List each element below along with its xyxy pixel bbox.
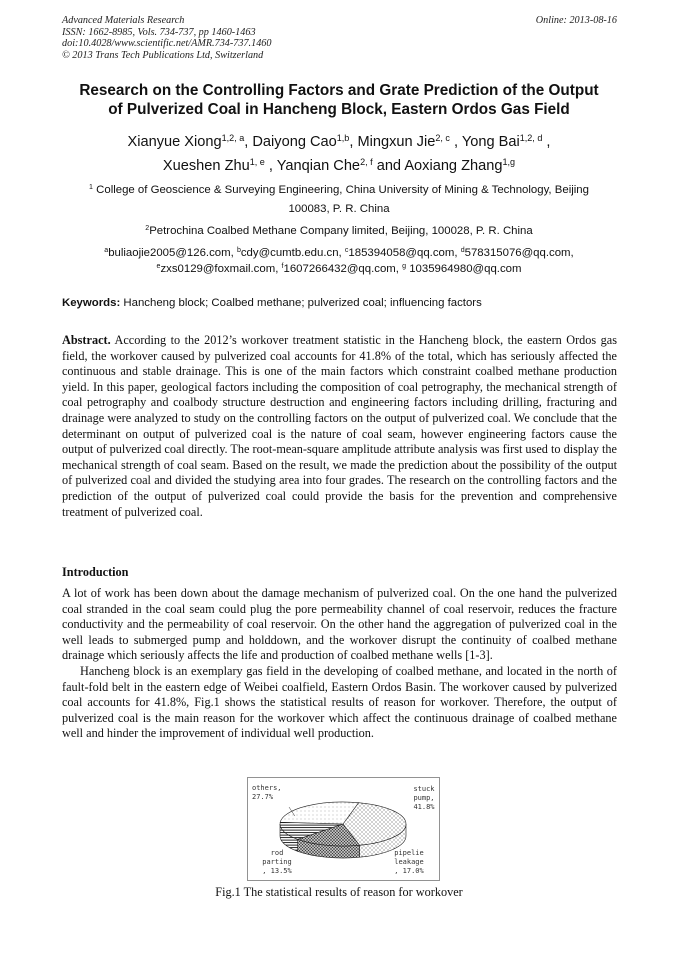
email-link[interactable]: zxs0129@foxmail.com,: [160, 263, 279, 275]
keywords-label: Keywords:: [62, 297, 121, 309]
author-affiliation-mark: 1,g: [502, 157, 516, 168]
pie-label-rod-parting: rod: [270, 849, 284, 857]
affiliation-mark: 1: [89, 184, 93, 192]
online-date: Online: 2013-08-16: [535, 15, 617, 26]
author-affiliation-mark: 1,b: [336, 133, 350, 144]
email-list: $^a$buliaojie2005@126.com, $^b$cdy@cumtb.edu.cn, $^c$185394058@qq.com, $^d$578315076@qq.com, $^e$zxs0129@foxmail.com, $^f$1607266432@qq.com, $^g$ 1035964980@qq.com: [104, 247, 574, 275]
author-affiliation-mark: 2, f: [360, 157, 373, 168]
pie-label-pipelie-leakage: leakage: [394, 858, 424, 866]
issn-line: ISSN: 1662-8985, Vols. 734-737, pp 1460-1463: [62, 26, 256, 38]
author-affiliation-mark: 1,2, a: [221, 133, 245, 144]
author-name: Yanqian Che: [276, 158, 361, 174]
author-list: Xianyue Xiong$^{1,2, a}$, Daiyong Cao$^{1,b}$, Mingxun Jie$^{2, c}$ , Yong Bai$^{1,2, d}$ , Xueshen Zhu$^{1, e}$ , Yanqian Che$^{2, f}$ and Aoxiang Zhang$^{1,g}$: [127, 133, 551, 174]
pie-label-others: 27.7%: [252, 793, 274, 801]
pie-chart: [247, 777, 440, 881]
author-name: Mingxun Jie: [357, 134, 436, 150]
introduction-body: [62, 586, 617, 742]
introduction-paragraph-1: A lot of work has been down about the damage mechanism of pulverized coal. On the one hand the pulverized coal stranded in the coal seam could plug the pore permeability channel of coal reservoir, reduces the fracture conductivity and the permeability of coal reservoir. On the other hand the aggregation of pulverized coal in the well leads to submerged pump and holddown, and the workover disrupt the continuity of coalbed methane drainage which seriously affects the life and production of coalbed methane wells [1-3].: [62, 586, 617, 663]
paper-title: [40, 81, 638, 119]
affiliation-mark: 2: [145, 225, 150, 233]
affiliation-1-line-2: 100083, P. R. China: [288, 203, 390, 215]
email-link[interactable]: buliaojie2005@126.com,: [108, 247, 234, 259]
abstract-label: Abstract.: [62, 333, 111, 347]
copyright-line: © 2013 Trans Tech Publications Ltd, Switzerland: [62, 49, 264, 61]
author-name: Xueshen Zhu: [162, 158, 250, 174]
introduction-paragraph-2: Hancheng block is an exemplary gas field in the developing of coalbed methane, and located in the north of fault-fold belt in the eastern edge of Weibei coalfield, Eastern Ordos Basin. The workover caused by pulverized coal accounts for 41.8%, Fig.1 shows the statistical results of reason for workover. Therefore, the output of pulverized coal is the main reason for the workover which affect the continuous drainage of coalbed methane well and hinder the improvement of individual well production.: [62, 663, 617, 741]
author-name: Yong Bai: [461, 134, 520, 150]
pie-label-pipelie-leakage: pipelie: [394, 849, 424, 857]
affiliation-1-line-1: College of Geoscience & Surveying Engineering, China University of Mining & Technology, Beijing: [96, 184, 589, 196]
email-link[interactable]: 578315076@qq.com,: [464, 247, 574, 259]
pie-label-stuck-pump: 41.8%: [413, 803, 435, 811]
keywords: [62, 296, 622, 310]
doi-line[interactable]: doi:10.4028/www.scientific.net/AMR.734-737.1460: [62, 38, 272, 50]
email-link[interactable]: 1607266432@qq.com,: [283, 263, 399, 275]
journal-header: [62, 15, 617, 61]
author-conjunction: and: [376, 158, 402, 174]
figure-1-caption: Fig.1 The statistical results of reason for workover: [215, 885, 463, 899]
pie-label-stuck-pump: stuck: [413, 785, 435, 793]
keywords-text: Hancheng block; Coalbed methane; pulverized coal; influencing factors: [123, 297, 482, 309]
pie-label-stuck-pump: pump,: [413, 794, 435, 802]
pie-label-rod-parting: parting: [262, 858, 292, 866]
author-affiliation-mark: 1,2, d: [519, 133, 543, 144]
author-affiliation-mark: 2, c: [435, 133, 450, 144]
figure-1: [247, 777, 440, 881]
abstract: [62, 333, 617, 520]
author-name: Daiyong Cao: [252, 134, 337, 150]
pie-label-pipelie-leakage: , 17.0%: [394, 867, 424, 875]
author-name: Aoxiang Zhang: [404, 158, 503, 174]
section-heading-introduction: Introduction: [62, 565, 129, 579]
author-affiliation-mark: 1, e: [249, 157, 265, 168]
affiliation-2: [50, 222, 628, 241]
title-line-2: of Pulverized Coal in Hancheng Block, Eastern Ordos Gas Field: [108, 101, 570, 118]
abstract-text: According to the 2012’s workover treatment statistic in the Hancheng block, the eastern Ordos gas field, the workover caused by pulverized coal accounts for 41.8% of the total, which has seriously affected the continuous and stable drainage. This is one of the main factors which constraint coalbed methane production yield. In this paper, geological factors including the composition of coal petrography, the mechanical strength of coal petrography and coalbody structure destruction and engineering factors including drilling, fracturing and drainage were analyzed to study on the controlling factors on the output of pulverized coal. We conclude that the determinant on output of pulverized coal is the nature of coal seam, however engineering factors cause the output of pulverized coal directly. The root-mean-square amplitude attribute analysis was first used to display the mechanical strength of coal seam. Based on the result, we made the prediction about the possibility of the output of pulverized coal and divided the studying area into four grades. The research on the controlling factors and the prediction of the output of pulverized coal could provide the basis for the prevention and comprehensive treatment of pulverized coal.: [62, 333, 617, 519]
author-name: Xianyue Xiong: [127, 134, 222, 150]
title-line-1: Research on the Controlling Factors and Grate Prediction of the Output: [79, 82, 599, 99]
pie-label-rod-parting: , 13.5%: [262, 867, 292, 875]
email-link[interactable]: cdy@cumtb.edu.cn,: [240, 247, 342, 259]
email-link[interactable]: 1035964980@qq.com: [409, 263, 522, 275]
affiliation-1: [50, 181, 628, 219]
journal-name: Advanced Materials Research: [62, 15, 185, 26]
email-link[interactable]: 185394058@qq.com,: [348, 247, 458, 259]
pie-label-others: others,: [252, 784, 282, 792]
affiliation-2-text: Petrochina Coalbed Methane Company limited, Beijing, 100028, P. R. China: [149, 225, 533, 237]
